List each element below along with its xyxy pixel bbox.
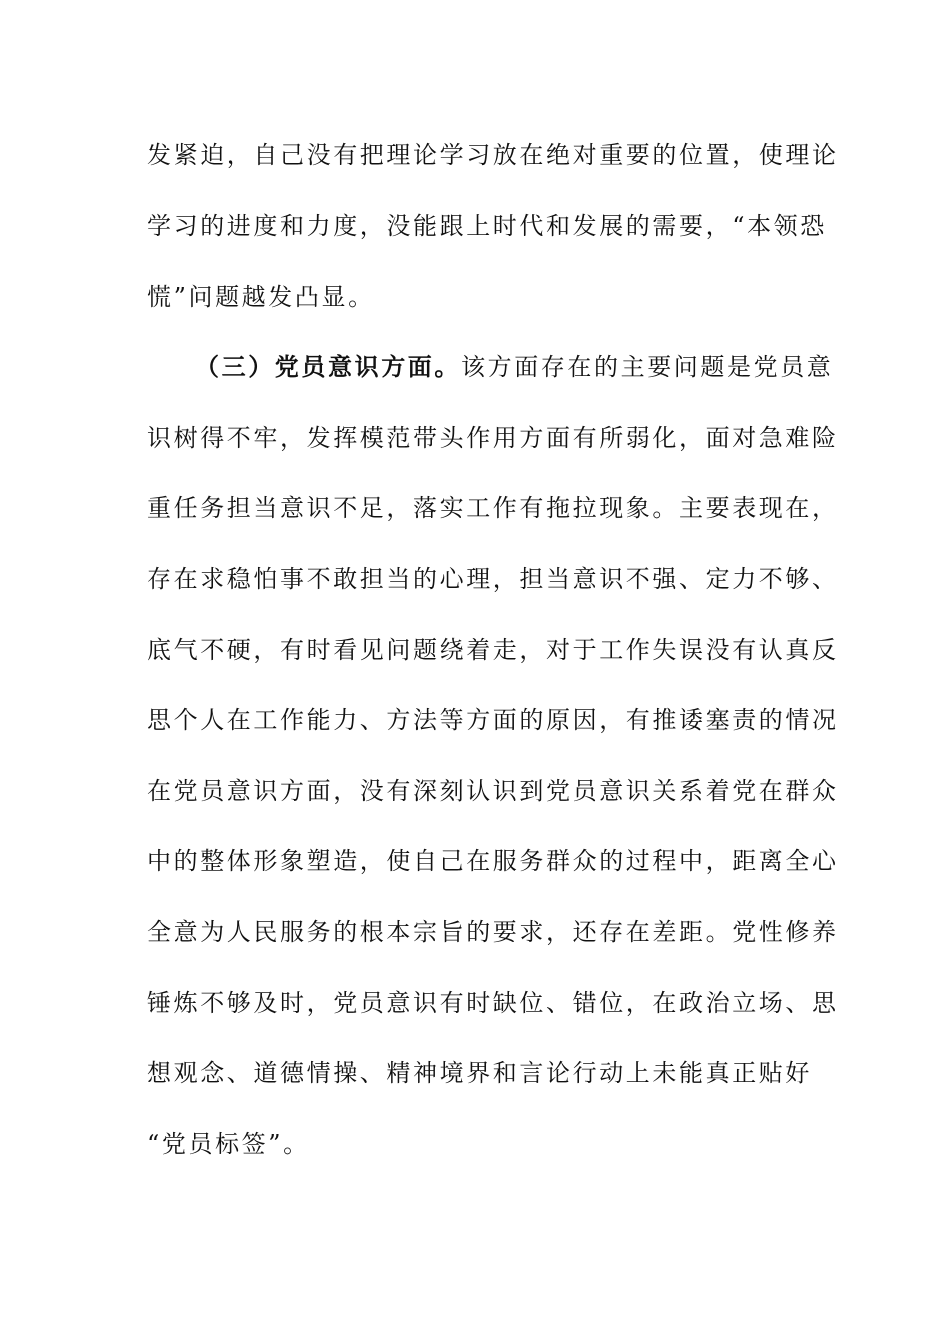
paragraph-line: 锤炼不够及时，党员意识有时缺位、错位，在政治立场、思 bbox=[147, 989, 839, 1017]
paragraph-line: 重任务担当意识不足，落实工作有拖拉现象。主要表现在， bbox=[147, 494, 839, 522]
paragraph-line: 识树得不牢，发挥模范带头作用方面有所弱化，面对急难险 bbox=[147, 424, 839, 452]
paragraph-line: 底气不硬，有时看见问题绕着走，对于工作失误没有认真反 bbox=[147, 636, 839, 664]
paragraph-line: 慌”问题越发凸显。 bbox=[147, 283, 375, 311]
paragraph-line-continuation: 该方面存在的主要问题是党员意 bbox=[461, 353, 834, 381]
section-heading: （三）党员意识方面。 bbox=[195, 352, 461, 381]
paragraph-line: 想观念、道德情操、精神境界和言论行动上未能真正贴好 bbox=[147, 1059, 812, 1087]
paragraph-line: 发紧迫，自己没有把理论学习放在绝对重要的位置，使理论 bbox=[147, 141, 839, 169]
paragraph-line: 学习的进度和力度，没能跟上时代和发展的需要，“本领恐 bbox=[147, 212, 827, 240]
section-paragraph-first-line bbox=[195, 351, 834, 383]
paragraph-line: 全意为人民服务的根本宗旨的要求，还存在差距。党性修养 bbox=[147, 918, 839, 946]
paragraph-line: “党员标签”。 bbox=[147, 1130, 310, 1158]
paragraph-line: 思个人在工作能力、方法等方面的原因，有推诿塞责的情况 bbox=[147, 706, 839, 734]
paragraph-line: 在党员意识方面，没有深刻认识到党员意识关系着党在群众 bbox=[147, 777, 839, 805]
paragraph-line: 存在求稳怕事不敢担当的心理，担当意识不强、定力不够、 bbox=[147, 565, 839, 593]
paragraph-line: 中的整体形象塑造，使自己在服务群众的过程中，距离全心 bbox=[147, 847, 839, 875]
